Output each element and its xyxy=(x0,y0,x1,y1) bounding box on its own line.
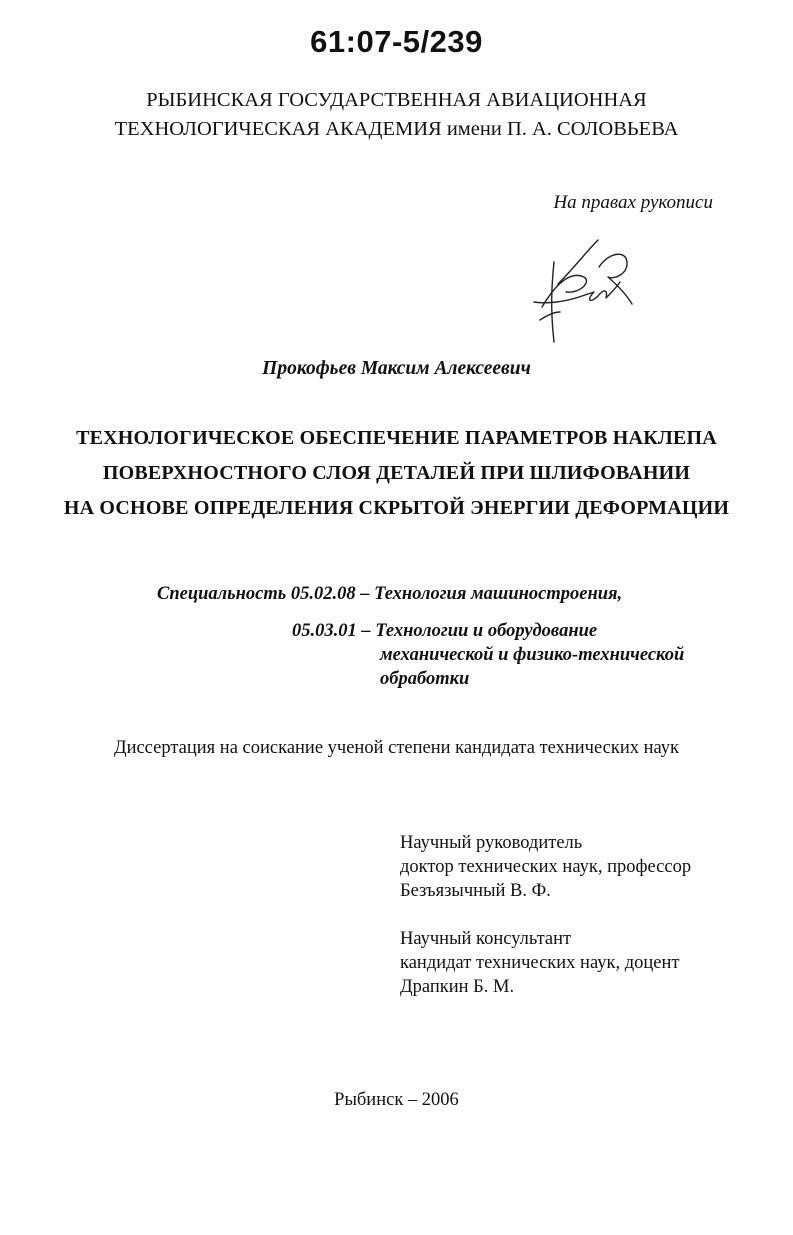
city-year: Рыбинск – 2006 xyxy=(334,1090,459,1110)
institution-line-1: РЫБИНСКАЯ ГОСУДАРСТВЕННАЯ АВИАЦИОННАЯ xyxy=(146,89,647,111)
supervisor-name: Безъязычный В. Ф. xyxy=(400,881,551,901)
consultant-name: Драпкин Б. М. xyxy=(400,977,515,997)
thesis-title-line-2: ПОВЕРХНОСТНОГО СЛОЯ ДЕТАЛЕЙ ПРИ ШЛИФОВАНИИ xyxy=(102,462,691,484)
signature-image xyxy=(524,232,644,347)
supervisor-degree: доктор технических наук, профессор xyxy=(400,857,692,877)
dissertation-statement: Диссертация на соискание ученой степени кандидата технических наук xyxy=(113,738,680,758)
rights-note: На правах рукописи xyxy=(553,192,713,213)
thesis-title-line-1: ТЕХНОЛОГИЧЕСКОЕ ОБЕСПЕЧЕНИЕ ПАРАМЕТРОВ НАКЛЕПА xyxy=(76,427,717,449)
supervisor-role: Научный руководитель xyxy=(400,833,583,853)
specialty-line-1: Специальность 05.02.08 – Технология машиностроения, xyxy=(157,584,623,604)
specialty-line-3: механической и физико-технической xyxy=(380,645,685,665)
signature-stroke-5 xyxy=(558,240,598,284)
specialty-line-2: 05.03.01 – Технологии и оборудование xyxy=(292,621,598,641)
consultant-degree: кандидат технических наук, доцент xyxy=(400,953,680,973)
institution-line-2: ТЕХНОЛОГИЧЕСКАЯ АКАДЕМИЯ имени П. А. СОЛОВЬЕВА xyxy=(114,118,679,140)
catalog-number: 61:07-5/239 xyxy=(310,24,483,59)
thesis-title-line-3: НА ОСНОВЕ ОПРЕДЕЛЕНИЯ СКРЫТОЙ ЭНЕРГИИ ДЕФОРМАЦИИ xyxy=(63,497,730,519)
author-name: Прокофьев Максим Алексеевич xyxy=(262,358,531,379)
consultant-role: Научный консультант xyxy=(400,929,572,949)
specialty-line-4: обработки xyxy=(380,669,470,689)
signature-stroke-6 xyxy=(540,312,560,320)
signature-stroke-4 xyxy=(599,254,632,304)
